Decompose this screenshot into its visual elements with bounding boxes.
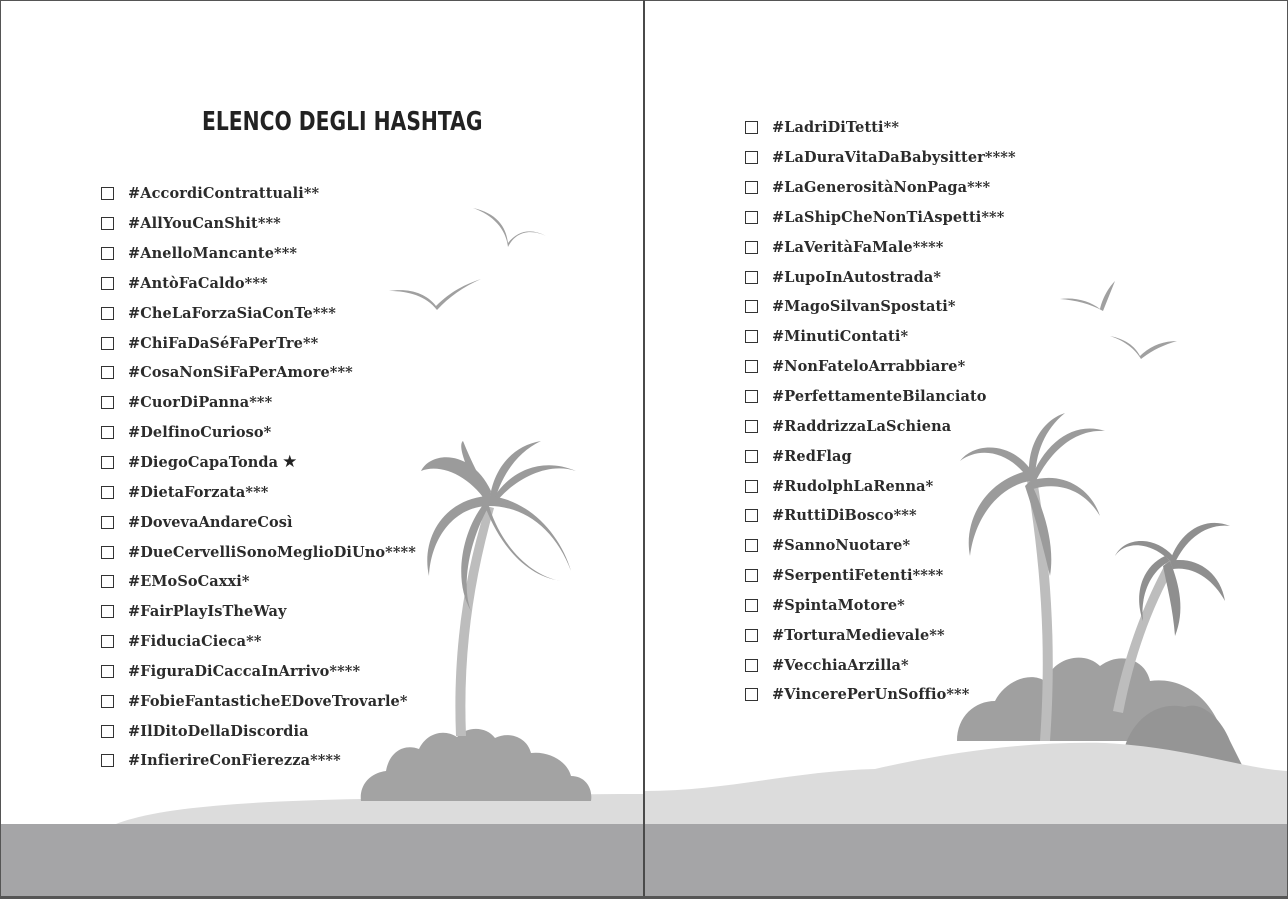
list-item[interactable]	[745, 411, 1016, 441]
hashtag-list-right	[745, 113, 1016, 710]
hashtag-label: #LadriDiTetti**	[772, 119, 900, 137]
checkbox[interactable]	[745, 330, 758, 343]
book-spine	[643, 0, 645, 899]
list-item[interactable]	[745, 561, 1016, 591]
palm-trunk	[455, 506, 494, 736]
hashtag-label: #FiduciaCieca**	[128, 633, 262, 651]
hashtag-label: #FobieFantasticheEDoveTrovarle*	[128, 692, 408, 710]
checkbox[interactable]	[101, 486, 114, 499]
checkbox[interactable]	[745, 450, 758, 463]
checkbox[interactable]	[745, 480, 758, 493]
list-item[interactable]	[745, 292, 1016, 322]
checkbox[interactable]	[101, 247, 114, 260]
hashtag-label: #CheLaForzaSiaConTe***	[128, 304, 336, 322]
list-item[interactable]	[101, 298, 416, 328]
palm-fronds	[421, 441, 576, 611]
list-item[interactable]	[101, 567, 416, 597]
checkbox[interactable]	[745, 509, 758, 522]
list-item[interactable]	[101, 269, 416, 299]
checkbox[interactable]	[745, 181, 758, 194]
checkbox[interactable]	[101, 575, 114, 588]
list-item[interactable]	[101, 507, 416, 537]
list-item[interactable]	[745, 113, 1016, 143]
hashtag-label: #ChiFaDaSéFaPerTre**	[128, 334, 319, 352]
checkbox[interactable]	[745, 211, 758, 224]
checkbox[interactable]	[101, 277, 114, 290]
hashtag-label: #DelfinoCurioso*	[128, 424, 272, 442]
list-item[interactable]	[101, 716, 416, 746]
checkbox[interactable]	[101, 337, 114, 350]
hashtag-label: #SpintaMotore*	[772, 596, 905, 614]
checkbox[interactable]	[101, 456, 114, 469]
page-right	[645, 0, 1288, 899]
hashtag-label: #AccordiContrattuali**	[128, 185, 320, 203]
page-title: ELENCO DEGLI HASHTAG	[202, 107, 483, 137]
hashtag-label: #DovevaAndareCosì	[128, 513, 293, 531]
sea	[1, 824, 643, 899]
list-item[interactable]	[101, 209, 416, 239]
list-item[interactable]	[745, 143, 1016, 173]
hashtag-label: #TorturaMedievale**	[772, 626, 945, 644]
bird-3	[1060, 281, 1115, 311]
hashtag-label: #AnelloMancante***	[128, 245, 298, 263]
hashtag-label: #FiguraDiCaccaInArrivo****	[128, 662, 361, 680]
hashtag-label: #LaVeritàFaMale****	[772, 238, 944, 256]
hashtag-label: #CuorDiPanna***	[128, 394, 273, 412]
list-item[interactable]	[101, 477, 416, 507]
checkbox[interactable]	[101, 546, 114, 559]
checkbox[interactable]	[745, 360, 758, 373]
hashtag-label: #LaGenerositàNonPaga***	[772, 179, 991, 197]
bird-4	[1110, 336, 1177, 359]
hashtag-label: #VincerePerUnSoffio***	[772, 686, 970, 704]
hashtag-list-left	[101, 179, 416, 776]
checkbox[interactable]	[745, 241, 758, 254]
list-item[interactable]	[745, 591, 1016, 621]
checkbox[interactable]	[745, 390, 758, 403]
hashtag-label: #DueCervelliSonoMeglioDiUno****	[128, 543, 416, 561]
list-item[interactable]	[745, 620, 1016, 650]
list-item[interactable]	[745, 203, 1016, 233]
star-icon: ★	[282, 452, 298, 473]
checkbox[interactable]	[745, 688, 758, 701]
hashtag-label: #MinutiContati*	[772, 328, 909, 346]
hashtag-label: #RudolphLaRenna*	[772, 477, 934, 495]
list-item[interactable]	[745, 382, 1016, 412]
hashtag-label: #AllYouCanShit***	[128, 215, 281, 233]
list-item[interactable]	[745, 471, 1016, 501]
page-left	[0, 0, 643, 899]
checkbox[interactable]	[101, 396, 114, 409]
hashtag-label: #VecchiaArzilla*	[772, 656, 909, 674]
hashtag-label: #IlDitoDellaDiscordia	[128, 722, 309, 740]
checkbox[interactable]	[745, 659, 758, 672]
hashtag-label: #FairPlayIsTheWay	[128, 603, 287, 621]
checkbox[interactable]	[745, 629, 758, 642]
checkbox[interactable]	[745, 599, 758, 612]
checkbox[interactable]	[101, 366, 114, 379]
hashtag-label: #LupoInAutostrada*	[772, 268, 941, 286]
sand-bank	[645, 743, 1288, 824]
list-item[interactable]	[745, 322, 1016, 352]
checkbox[interactable]	[745, 271, 758, 284]
checkbox[interactable]	[101, 516, 114, 529]
hashtag-label: #DietaForzata***	[128, 483, 269, 501]
list-item[interactable]	[745, 680, 1016, 710]
list-item[interactable]	[101, 448, 416, 478]
checkbox[interactable]	[101, 605, 114, 618]
list-item[interactable]	[101, 597, 416, 627]
hashtag-label: #MagoSilvanSpostati*	[772, 298, 956, 316]
checkbox[interactable]	[745, 569, 758, 582]
checkbox[interactable]	[101, 665, 114, 678]
list-item[interactable]	[745, 173, 1016, 203]
list-item[interactable]	[745, 650, 1016, 680]
list-item[interactable]	[745, 262, 1016, 292]
checkbox[interactable]	[101, 307, 114, 320]
list-item[interactable]	[101, 358, 416, 388]
list-item[interactable]	[745, 501, 1016, 531]
hashtag-label: #LaShipCheNonTiAspetti***	[772, 208, 1005, 226]
hashtag-label: #CosaNonSiFaPerAmore***	[128, 364, 353, 382]
list-item[interactable]	[101, 239, 416, 269]
checkbox[interactable]	[745, 121, 758, 134]
list-item[interactable]	[101, 627, 416, 657]
checkbox[interactable]	[101, 725, 114, 738]
bird-1	[473, 208, 546, 247]
list-item[interactable]	[101, 746, 416, 776]
checkbox[interactable]	[101, 754, 114, 767]
list-item[interactable]	[745, 352, 1016, 382]
checkbox[interactable]	[101, 635, 114, 648]
checkbox[interactable]	[745, 151, 758, 164]
hashtag-label: #EMoSoCaxxi*	[128, 573, 250, 591]
list-item[interactable]	[745, 441, 1016, 471]
list-item[interactable]	[101, 179, 416, 209]
list-item[interactable]	[101, 537, 416, 567]
checkbox[interactable]	[101, 217, 114, 230]
list-item[interactable]	[745, 531, 1016, 561]
hashtag-label: #RedFlag	[772, 447, 852, 465]
list-item[interactable]	[101, 657, 416, 687]
list-item[interactable]	[745, 232, 1016, 262]
hashtag-label: #SerpentiFetenti****	[772, 567, 944, 585]
sea	[645, 824, 1288, 899]
hashtag-label: #RaddrizzaLaSchiena	[772, 417, 952, 435]
checkbox[interactable]	[101, 426, 114, 439]
hashtag-label: #NonFateloArrabbiare*	[772, 358, 966, 376]
hashtag-label: #InfierireConFierezza****	[128, 752, 341, 770]
list-item[interactable]	[101, 388, 416, 418]
checkbox[interactable]	[745, 420, 758, 433]
hashtag-label: #AntòFaCaldo***	[128, 274, 268, 292]
palm-fronds-small	[1115, 523, 1230, 636]
list-item[interactable]	[101, 686, 416, 716]
hashtag-label: #SannoNuotare*	[772, 537, 911, 555]
checkbox[interactable]	[101, 187, 114, 200]
checkbox[interactable]	[745, 300, 758, 313]
checkbox[interactable]	[745, 539, 758, 552]
checkbox[interactable]	[101, 695, 114, 708]
hashtag-label: #DiegoCapaTonda	[128, 454, 279, 472]
list-item[interactable]	[101, 418, 416, 448]
hashtag-label: #LaDuraVitaDaBabysitter****	[772, 149, 1016, 167]
hashtag-label: #RuttiDiBosco***	[772, 507, 917, 525]
list-item[interactable]	[101, 328, 416, 358]
hashtag-label: #PerfettamenteBilanciato	[772, 388, 987, 406]
